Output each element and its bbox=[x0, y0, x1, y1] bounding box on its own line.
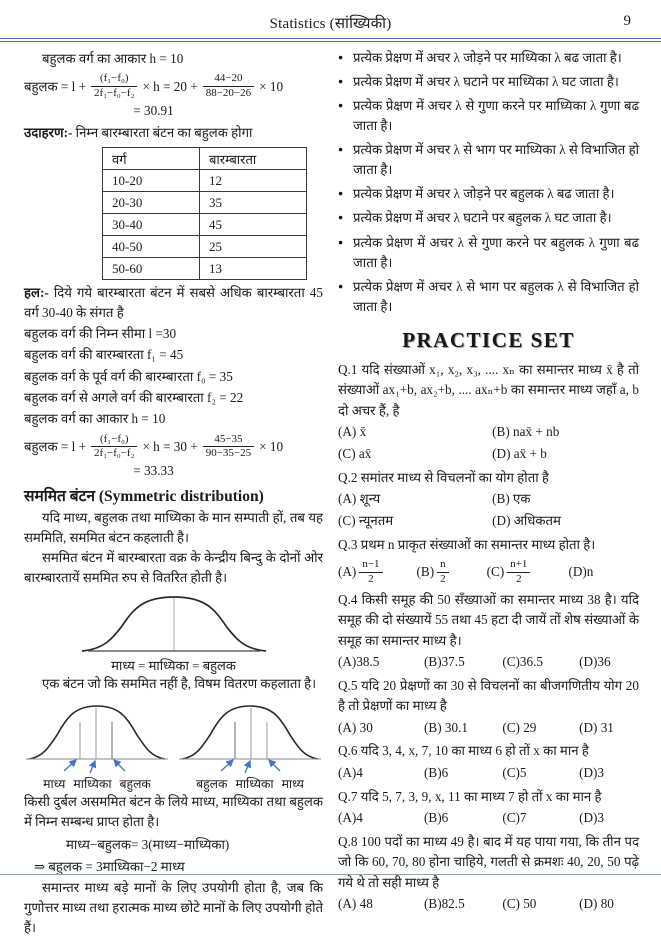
formula-mid: × h = 20 + bbox=[142, 78, 198, 94]
lambda-property-item: ● प्रत्येक प्रेक्षण में अचर λ घटाने पर बहुलक λ घट जाता है। bbox=[338, 208, 639, 228]
skew-label: माध्यिका bbox=[235, 777, 274, 792]
lambda-property-item: ● प्रत्येक प्रेक्षण में अचर λ से भाग पर बहुलक λ से विभाजित हो जाता है। bbox=[338, 277, 639, 317]
left-skew-labels bbox=[24, 775, 170, 792]
question-8-options bbox=[338, 893, 639, 915]
mean-mode-relation: माध्य−बहुलक= 3(माध्य−माध्यिका) bbox=[66, 836, 230, 852]
question-4 bbox=[338, 590, 639, 673]
question-text: यदि संख्याओं x₁, x₂, x₃, .... xₙ का समान्तर माध्य x̄ है तो संख्याओं ax₁+b, ax₂+b, .... axₙ+b का समान्तर माध्य जहाँ a, b दो अचर हैं, है bbox=[338, 361, 639, 418]
right-skew-labels bbox=[177, 775, 323, 792]
left-skew-curve-icon bbox=[24, 696, 170, 774]
left-skew-block bbox=[24, 696, 170, 792]
formula-mid: × h = 30 + bbox=[142, 439, 198, 455]
right-column bbox=[338, 48, 639, 938]
question-2 bbox=[338, 468, 639, 532]
table-row bbox=[103, 214, 307, 236]
fraction: $\frac{\text{(f₁−f₀)}}{\text{2f₁−f₀−f₂}}$ bbox=[91, 433, 137, 462]
question-text: यदि 3, 4, x, 7, 10 का माध्य 6 हो तों x का मान है bbox=[360, 743, 589, 759]
lambda-property-item: ● प्रत्येक प्रेक्षण में अचर λ से गुणा करने पर बहुलक λ गुणा बढ जाता है। bbox=[338, 233, 639, 273]
option: (D)n bbox=[568, 564, 594, 580]
question-label: Q.3 bbox=[338, 536, 358, 552]
fact-line: बहुलक वर्ग की निम्न सीमा l =30 bbox=[24, 325, 177, 341]
left-column bbox=[24, 48, 323, 938]
skew-label: माध्य bbox=[43, 777, 66, 792]
fraction: $\frac{n-1}{2}$ bbox=[359, 558, 382, 587]
asymmetric-line: एक बंटन जो कि सममित नहीं है, विषम वितरण कहलाता है। bbox=[42, 676, 317, 692]
question-label: Q.1 bbox=[338, 361, 358, 377]
option: (B)82.5 bbox=[424, 896, 465, 912]
formula-1-result: = 30.91 bbox=[133, 102, 174, 118]
option: (C)7 bbox=[502, 810, 527, 826]
practice-set-heading: PRACTICE SET bbox=[402, 327, 575, 352]
right-skew-curve-icon bbox=[177, 696, 323, 774]
question-5 bbox=[338, 676, 639, 739]
question-text: यदि 20 प्रेक्षणों का 30 से विचलनों का बीजगणितीय योग 20 है तो प्रेक्षणों का माध्य है bbox=[338, 677, 639, 714]
fact-line: बहुलक वर्ग से अगले वर्ग की बारम्बारता f₂ = 22 bbox=[24, 389, 244, 405]
table-header-row bbox=[103, 148, 307, 170]
question-1 bbox=[338, 360, 639, 465]
fact-line: बहुलक वर्ग के पूर्व वर्ग की बारम्बारता f₀ = 35 bbox=[24, 368, 233, 384]
option: (A)38.5 bbox=[338, 654, 380, 669]
question-label: Q.6 bbox=[338, 743, 358, 759]
fact-line: बहुलक वर्ग की बारम्बारता f₁ = 45 bbox=[24, 347, 184, 363]
fraction: $\frac{\text{(f₁−f₀)}}{\text{2f₁−f₀−f₂}}$ bbox=[91, 72, 137, 101]
table-cell: 12 bbox=[200, 170, 307, 192]
symmetric-distribution-heading: सममित बंटन (Symmetric distribution) bbox=[24, 488, 264, 506]
lambda-property-item: ● प्रत्येक प्रेक्षण में अचर λ जोड़ने पर माध्यिका λ बढ जाता है। bbox=[338, 48, 639, 68]
fraction: $\frac{n}{2}$ bbox=[437, 558, 449, 587]
example-text: निम्न बारम्बारता बंटन का बहुलक होगा bbox=[75, 124, 253, 140]
question-2-options bbox=[338, 488, 639, 532]
table-cell: 50-60 bbox=[103, 258, 200, 280]
bell-curve-label: माध्य = माध्यिका = बहुलक bbox=[111, 658, 236, 674]
option: (B)6 bbox=[424, 810, 449, 826]
lambda-property-item: ● प्रत्येक प्रेक्षण में अचर λ घटाने पर माध्यिका λ घट जाता है। bbox=[338, 72, 639, 92]
skew-label: माध्य bbox=[281, 777, 304, 792]
table-cell: 40-50 bbox=[103, 236, 200, 258]
solution-text: दिये गये बारम्बारता बंटन में सबसे अधिक बारम्बारता 45 वर्ग 30-40 के संगत है bbox=[24, 285, 323, 321]
option: (B) nax̄ + nb bbox=[492, 424, 560, 440]
table-row bbox=[103, 170, 307, 192]
symmetric-curve-diagram bbox=[24, 589, 323, 674]
option: (A) 48 bbox=[338, 896, 373, 912]
option: (A)4 bbox=[338, 810, 363, 826]
formula-tail: × 10 bbox=[259, 78, 284, 94]
option: (B) एक bbox=[492, 491, 531, 507]
table-cell: 10-20 bbox=[103, 170, 200, 192]
bell-curve-icon bbox=[74, 589, 274, 657]
weak-asymmetric-paragraph: किसी दुर्बल असममित बंटन के लिये माध्य, माध्यिका तथा बहुलक में निम्न सम्बन्ध प्राप्त होता है। bbox=[24, 794, 323, 829]
question-3 bbox=[338, 535, 639, 587]
fraction: $\frac{44-20}{88-20-26}$ bbox=[203, 72, 254, 101]
skew-label: बहुलक bbox=[119, 777, 151, 792]
mode-relation-derived: ⇒ बहुलक = 3माध्यिका−2 माध्य bbox=[34, 858, 185, 874]
page-number: 9 bbox=[623, 13, 631, 29]
option: (A) $\frac{n-1}{2}$ bbox=[338, 558, 383, 587]
option: (D) 80 bbox=[579, 896, 614, 912]
lambda-property-item: ● प्रत्येक प्रेक्षण में अचर λ जोड़ने पर बहुलक λ बढ जाता है। bbox=[338, 184, 639, 204]
footer-divider bbox=[0, 874, 661, 875]
solution-label: हल:- bbox=[24, 285, 49, 301]
page-title: Statistics (सांख्यिकी) bbox=[269, 16, 392, 32]
page-header bbox=[0, 0, 661, 38]
solution-paragraph bbox=[24, 283, 323, 323]
option: (C)36.5 bbox=[502, 654, 543, 669]
option: (D) अधिकतम bbox=[492, 512, 561, 528]
question-label: Q.4 bbox=[338, 591, 358, 607]
option: (B)37.5 bbox=[424, 654, 465, 669]
class-size-line: बहुलक वर्ग का आकार h = 10 bbox=[42, 51, 184, 66]
option: (D) 31 bbox=[579, 719, 614, 735]
option: (C) 50 bbox=[502, 896, 537, 912]
formula-lead: बहुलक = l + bbox=[24, 78, 87, 94]
option: (B) $\frac{n}{2}$ bbox=[417, 558, 449, 587]
example-label: उदाहरण:- bbox=[24, 124, 73, 140]
question-5-options bbox=[338, 717, 639, 739]
table-header-cell: वर्ग bbox=[103, 148, 200, 170]
means-usage-paragraph: समान्तर माध्य बड़े मानों के लिए उपयोगी होता है, जब कि गुणोत्तर माध्य तथा हरात्मक माध्य छोटे मानों के लिए उपयोगी होते हैं। bbox=[24, 880, 323, 935]
option: (C) न्यूनतम bbox=[338, 512, 394, 528]
formula-lead: बहुलक = l + bbox=[24, 439, 87, 455]
option: (A) x̄ bbox=[338, 424, 367, 440]
skew-label: माध्यिका bbox=[73, 777, 112, 792]
option: (D) ax̄ + b bbox=[492, 445, 547, 461]
symmetric-paragraph-2: सममित बंटन में बारम्बारता वक्र के केन्द्रीय बिन्दु के दोनों ओर बारम्बारतायें सममित रुप से वितरित होती है। bbox=[24, 549, 323, 585]
option: (B)6 bbox=[424, 764, 449, 780]
table-row bbox=[103, 258, 307, 280]
question-label: Q.7 bbox=[338, 788, 358, 804]
table-cell: 35 bbox=[200, 192, 307, 214]
option: (B) 30.1 bbox=[424, 719, 468, 735]
table-cell: 45 bbox=[200, 214, 307, 236]
question-1-options bbox=[338, 421, 639, 465]
skew-label: बहुलक bbox=[196, 777, 228, 792]
fact-line: बहुलक वर्ग का आकार h = 10 bbox=[24, 411, 166, 427]
mode-formula-2 bbox=[24, 433, 323, 462]
table-row bbox=[103, 192, 307, 214]
lambda-property-item: ● प्रत्येक प्रेक्षण में अचर λ से भाग पर माध्यिका λ से विभाजित हो जाता है। bbox=[338, 140, 639, 180]
question-text: समांतर माध्य से विचलनों का योग होता है bbox=[360, 469, 549, 485]
table-cell: 30-40 bbox=[103, 214, 200, 236]
question-text: प्रथम n प्राकृत संख्याओं का समान्तर माध्य होता है। bbox=[360, 536, 596, 552]
option: (C) $\frac{n+1}{2}$ bbox=[487, 558, 531, 587]
example-line bbox=[24, 122, 323, 143]
question-7-options bbox=[338, 807, 639, 829]
option: (D)3 bbox=[579, 810, 604, 826]
formula-tail: × 10 bbox=[259, 439, 284, 455]
option: (C) ax̄ bbox=[338, 445, 372, 461]
question-label: Q.2 bbox=[338, 469, 358, 485]
option: (D)3 bbox=[579, 764, 604, 780]
question-6-options bbox=[338, 762, 639, 784]
question-3-options bbox=[338, 558, 639, 587]
table-cell: 13 bbox=[200, 258, 307, 280]
table-row bbox=[103, 236, 307, 258]
option: (A)4 bbox=[338, 764, 363, 780]
frequency-table bbox=[102, 147, 307, 280]
fraction: $\frac{45-35}{90-35-25}$ bbox=[203, 433, 254, 462]
question-text: यदि 5, 7, 3, 9, x, 11 का माध्य 7 हो तों x का मान है bbox=[360, 788, 602, 804]
question-6 bbox=[338, 741, 639, 783]
table-cell: 25 bbox=[200, 236, 307, 258]
option: (A) 30 bbox=[338, 719, 373, 735]
question-text: किसी समूह की 50 सँख्याओं का समान्तर माध्य 38 है। यदि समूह की दो संख्यायें 55 तथा 45 हटा दी जायें तों शेष संख्याओं के समूह का समान्तर माध्य है। bbox=[338, 591, 640, 648]
question-label: Q.5 bbox=[338, 677, 358, 693]
option: (C) 29 bbox=[502, 719, 537, 735]
mode-formula-1 bbox=[24, 72, 323, 101]
option: (D)36 bbox=[579, 654, 611, 669]
two-column-body bbox=[0, 42, 661, 938]
question-7 bbox=[338, 787, 639, 829]
symmetric-paragraph-1: यदि माध्य, बहुलक तथा माध्यिका के मान सम्पाती हों, तब यह सममिति, सममित बंटन कहलाती है। bbox=[24, 510, 323, 546]
question-text: 100 पदों का माध्य 49 है। बाद में यह पाया गया, कि तीन पद जो कि 60, 70, 80 होना चाहिये, गलती से क्रमशः 40, 20, 50 पढ़े गये थे तो सही माध्य है bbox=[338, 833, 640, 890]
option: (C)5 bbox=[502, 764, 527, 780]
fraction: $\frac{n+1}{2}$ bbox=[507, 558, 530, 587]
table-cell: 20-30 bbox=[103, 192, 200, 214]
question-label: Q.8 bbox=[338, 833, 358, 849]
question-4-options bbox=[338, 651, 639, 673]
right-skew-block bbox=[177, 696, 323, 792]
formula-2-result: = 33.33 bbox=[133, 463, 174, 479]
option: (A) शून्य bbox=[338, 491, 381, 507]
skewed-curves-diagram bbox=[24, 696, 323, 792]
table-header-cell: बारम्बारता bbox=[200, 148, 307, 170]
lambda-property-item: ● प्रत्येक प्रेक्षण में अचर λ से गुणा करने पर माध्यिका λ गुणा बढ जाता है। bbox=[338, 96, 639, 136]
